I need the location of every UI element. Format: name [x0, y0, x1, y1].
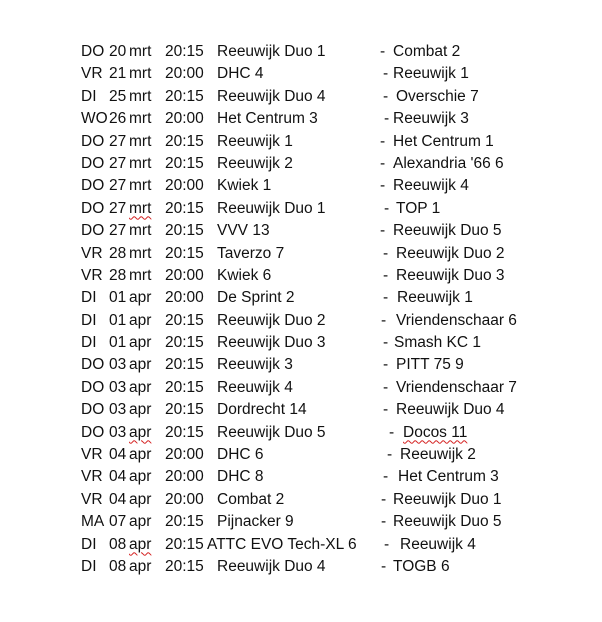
match-date: 27	[109, 199, 127, 217]
match-day: VR	[81, 490, 103, 508]
match-day: DI	[81, 334, 97, 352]
match-month: mrt	[129, 177, 152, 195]
match-day: DI	[81, 535, 97, 553]
schedule-row	[81, 265, 561, 287]
home-team: VVV 13	[217, 222, 270, 240]
schedule-row	[81, 556, 561, 578]
away-team: Smash KC 1	[394, 334, 482, 352]
home-team: Reeuwijk Duo 1	[217, 43, 326, 60]
home-team: Combat 2	[217, 490, 285, 508]
schedule-row	[81, 399, 561, 421]
match-date: 03	[109, 356, 127, 374]
schedule-row	[81, 243, 561, 265]
away-team: Docos 11	[403, 423, 468, 441]
team-separator: -	[383, 356, 389, 374]
match-day: DO	[81, 177, 105, 195]
home-team: Kwiek 6	[217, 266, 272, 284]
match-time: 20:15	[165, 356, 204, 374]
schedule-row	[81, 422, 561, 444]
match-time: 20:00	[165, 446, 204, 464]
schedule-row	[81, 220, 561, 242]
home-team: Reeuwijk Duo 1	[217, 199, 326, 217]
team-separator: -	[387, 446, 393, 464]
match-day: VR	[81, 266, 103, 284]
away-team: Vriendenschaar 6	[396, 311, 517, 329]
team-separator: -	[381, 557, 387, 575]
home-team: Reeuwijk Duo 3	[217, 334, 326, 352]
away-team: Vriendenschaar 7	[396, 378, 517, 396]
match-time: 20:00	[165, 289, 204, 307]
match-time: 20:00	[165, 266, 204, 284]
match-date: 27	[109, 154, 127, 172]
match-day: DO	[81, 401, 105, 419]
match-date: 28	[109, 244, 127, 262]
match-time: 20:15	[165, 199, 204, 217]
match-month: mrt	[129, 222, 152, 240]
match-month: apr	[129, 513, 152, 531]
away-team: Combat 2	[393, 43, 461, 60]
home-team: Reeuwijk 1	[217, 132, 293, 150]
home-team: Reeuwijk Duo 4	[217, 87, 326, 105]
match-date: 04	[109, 446, 127, 464]
match-month: mrt	[129, 43, 152, 60]
match-date: 03	[109, 401, 127, 419]
match-month: mrt	[129, 154, 152, 172]
match-date: 01	[109, 311, 127, 329]
away-team: TOGB 6	[393, 557, 450, 575]
home-team: Kwiek 1	[217, 177, 272, 195]
team-separator: -	[380, 132, 386, 150]
match-month: apr	[129, 311, 152, 329]
home-team: ATTC EVO Tech-XL 6	[207, 535, 357, 553]
team-separator: -	[381, 311, 387, 329]
match-month: apr	[129, 535, 152, 553]
match-date: 25	[109, 87, 127, 105]
home-team: De Sprint 2	[217, 289, 295, 307]
away-team: Reeuwijk Duo 2	[396, 244, 505, 262]
match-time: 20:15	[165, 334, 204, 352]
match-time: 20:15	[165, 513, 204, 531]
away-team: Reeuwijk Duo 4	[396, 401, 505, 419]
match-time: 20:15	[165, 423, 204, 441]
away-team: Reeuwijk Duo 3	[396, 266, 505, 284]
match-day: DO	[81, 199, 105, 217]
match-day: DO	[81, 43, 105, 60]
schedule-row	[81, 108, 561, 130]
match-month: mrt	[129, 110, 152, 128]
match-time: 20:00	[165, 490, 204, 508]
schedule-row	[81, 354, 561, 376]
match-date: 28	[109, 266, 127, 284]
match-time: 20:00	[165, 110, 204, 128]
match-time: 20:15	[165, 311, 204, 329]
away-team: Reeuwijk 3	[393, 110, 469, 128]
match-day: DO	[81, 423, 105, 441]
match-time: 20:15	[165, 401, 204, 419]
schedule-row	[81, 466, 561, 488]
match-date: 26	[109, 110, 127, 128]
team-separator: -	[383, 87, 389, 105]
team-separator: -	[383, 244, 389, 262]
match-date: 04	[109, 490, 127, 508]
match-day: DI	[81, 289, 97, 307]
match-date: 07	[109, 513, 127, 531]
schedule-row	[81, 175, 561, 197]
match-day: DI	[81, 87, 97, 105]
match-day: DO	[81, 356, 105, 374]
match-day: MA	[81, 513, 105, 531]
away-team: PITT 75 9	[396, 356, 464, 374]
match-time: 20:15	[165, 222, 204, 240]
match-date: 20	[109, 43, 127, 60]
match-month: mrt	[129, 132, 152, 150]
home-team: Pijnacker 9	[217, 513, 294, 531]
away-team: Overschie 7	[396, 87, 479, 105]
match-date: 01	[109, 334, 127, 352]
team-separator: -	[380, 222, 386, 240]
schedule-row	[81, 489, 561, 511]
match-schedule	[81, 41, 561, 578]
away-team: Reeuwijk Duo 5	[393, 513, 502, 531]
schedule-row	[81, 153, 561, 175]
match-day: VR	[81, 468, 103, 486]
match-date: 03	[109, 378, 127, 396]
match-day: DO	[81, 132, 105, 150]
away-team: Reeuwijk 4	[393, 177, 469, 195]
home-team: DHC 6	[217, 446, 264, 464]
home-team: DHC 4	[217, 65, 264, 83]
match-day: VR	[81, 446, 103, 464]
away-team: Reeuwijk 4	[400, 535, 476, 553]
match-day: DI	[81, 311, 97, 329]
away-team: TOP 1	[396, 199, 441, 217]
home-team: Reeuwijk 3	[217, 356, 293, 374]
team-separator: -	[383, 289, 389, 307]
match-day: VR	[81, 244, 103, 262]
match-day: DO	[81, 222, 105, 240]
match-month: mrt	[129, 244, 152, 262]
team-separator: -	[380, 154, 386, 172]
match-month: apr	[129, 468, 152, 486]
schedule-row	[81, 444, 561, 466]
schedule-row	[81, 511, 561, 533]
match-month: mrt	[129, 65, 152, 83]
team-separator: -	[380, 43, 386, 60]
away-team: Reeuwijk 2	[400, 446, 476, 464]
away-team: Reeuwijk Duo 5	[393, 222, 502, 240]
match-date: 21	[109, 65, 127, 83]
home-team: Het Centrum 3	[217, 110, 318, 128]
schedule-row	[81, 63, 561, 85]
schedule-row	[81, 198, 561, 220]
match-day: VR	[81, 65, 103, 83]
schedule-row	[81, 287, 561, 309]
home-team: Reeuwijk 2	[217, 154, 293, 172]
team-separator: -	[389, 423, 395, 441]
match-month: apr	[129, 401, 152, 419]
schedule-row	[81, 131, 561, 153]
team-separator: -	[380, 177, 386, 195]
schedule-row	[81, 332, 561, 354]
team-separator: -	[383, 266, 389, 284]
team-separator: -	[384, 535, 390, 553]
away-team: Het Centrum 3	[398, 468, 499, 486]
home-team: Reeuwijk Duo 2	[217, 311, 326, 329]
match-date: 08	[109, 535, 127, 553]
schedule-row	[81, 534, 561, 556]
match-date: 01	[109, 289, 127, 307]
away-team: Reeuwijk 1	[393, 65, 469, 83]
match-month: apr	[129, 356, 152, 374]
team-separator: -	[383, 334, 389, 352]
match-month: apr	[129, 490, 152, 508]
match-month: apr	[129, 334, 152, 352]
schedule-row	[81, 86, 561, 108]
schedule-row	[81, 377, 561, 399]
home-team: Taverzo 7	[217, 244, 285, 262]
match-month: apr	[129, 378, 152, 396]
match-time: 20:15	[165, 557, 204, 575]
away-team: Reeuwijk 1	[397, 289, 473, 307]
team-separator: -	[381, 513, 387, 531]
match-month: apr	[129, 423, 152, 441]
match-month: mrt	[129, 199, 152, 217]
match-date: 27	[109, 222, 127, 240]
match-time: 20:15	[165, 132, 204, 150]
match-date: 04	[109, 468, 127, 486]
team-separator: -	[383, 378, 389, 396]
schedule-row	[81, 310, 561, 332]
match-month: mrt	[129, 87, 152, 105]
match-day: WO	[81, 110, 108, 128]
away-team: Het Centrum 1	[393, 132, 494, 150]
away-team: Reeuwijk Duo 1	[393, 490, 502, 508]
match-time: 20:15	[165, 87, 204, 105]
home-team: Reeuwijk Duo 4	[217, 557, 326, 575]
team-separator: -	[381, 490, 387, 508]
team-separator: -	[383, 401, 389, 419]
match-day: DO	[81, 378, 105, 396]
home-team: Reeuwijk 4	[217, 378, 293, 396]
match-time: 20:15	[165, 43, 204, 60]
match-day: DO	[81, 154, 105, 172]
match-month: apr	[129, 446, 152, 464]
home-team: Dordrecht 14	[217, 401, 307, 419]
team-separator: -	[383, 468, 389, 486]
team-separator: -	[384, 110, 390, 128]
away-team: Alexandria '66 6	[393, 154, 504, 172]
match-date: 27	[109, 132, 127, 150]
team-separator: -	[384, 199, 390, 217]
match-time: 20:15	[165, 244, 204, 262]
match-time: 20:15	[165, 535, 204, 553]
match-date: 03	[109, 423, 127, 441]
match-month: apr	[129, 289, 152, 307]
match-month: apr	[129, 557, 152, 575]
match-time: 20:15	[165, 154, 204, 172]
schedule-row	[81, 41, 561, 63]
team-separator: -	[383, 65, 389, 83]
match-time: 20:15	[165, 378, 204, 396]
match-day: DI	[81, 557, 97, 575]
match-date: 08	[109, 557, 127, 575]
match-time: 20:00	[165, 65, 204, 83]
home-team: DHC 8	[217, 468, 264, 486]
match-time: 20:00	[165, 177, 204, 195]
home-team: Reeuwijk Duo 5	[217, 423, 326, 441]
match-time: 20:00	[165, 468, 204, 486]
match-date: 27	[109, 177, 127, 195]
match-month: mrt	[129, 266, 152, 284]
